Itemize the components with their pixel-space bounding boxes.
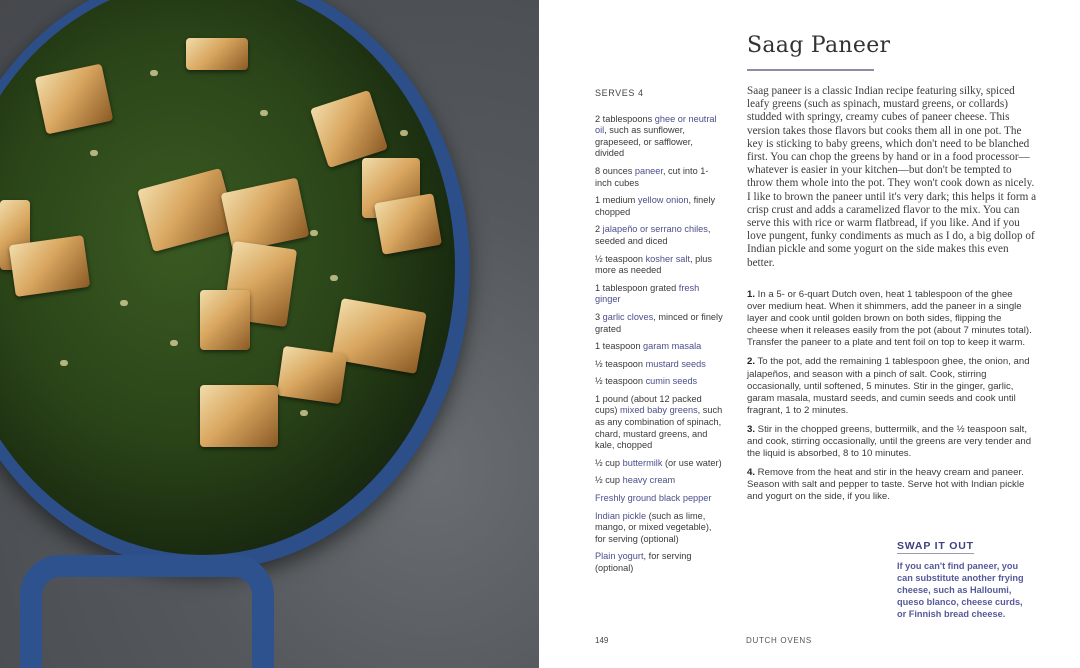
ingredient-name: kosher salt <box>645 253 691 264</box>
onion-piece <box>330 275 338 281</box>
onion-piece <box>400 130 408 136</box>
onion-piece <box>310 230 318 236</box>
onion-piece <box>170 340 178 346</box>
step-number: 3. <box>747 423 756 435</box>
paneer-cube <box>277 346 347 404</box>
swap-it-out-box <box>897 536 1027 620</box>
step-text: In a 5- or 6-quart Dutch oven, heat 1 tablespoon of the ghee over medium heat. When it shimmers, add the paneer in a single layer and cook until golden brown on both sides, flipping the cheese when it releases easily from the pot (about 7 minutes total). Transfer the paneer to a plate and tent foil on top to keep it warm. <box>747 289 1032 349</box>
ingredient-name: paneer <box>634 165 663 176</box>
serves-label: SERVES 4 <box>595 88 644 98</box>
ingredient-name: Indian pickle <box>595 510 647 521</box>
paneer-cube <box>374 193 442 255</box>
onion-piece <box>120 300 128 306</box>
step-number: 2. <box>747 356 756 368</box>
recipe-title: Saag Paneer <box>747 33 891 58</box>
recipe-page <box>539 0 1080 668</box>
swap-text: If you can't find paneer, you can substitute another frying cheese, such as Halloumi, queso blanco, cheese curds, or Finnish bread cheese. <box>897 561 1024 620</box>
ingredient-detail: 2 tablespoons <box>595 113 655 124</box>
ingredient-detail: 8 ounces <box>595 165 635 176</box>
ingredient-item <box>595 394 723 452</box>
ingredient-name: jalapeño or serrano chiles <box>602 224 708 235</box>
step-2 <box>747 356 1032 416</box>
pot-handle <box>20 555 274 668</box>
recipe-intro: Saag paneer is a classic Indian recipe featuring silky, spiced leafy greens (such as spinach, mustard greens, or collards) studded with springy, creamy cubes of paneer cheese. This version takes those flavors but cooks them all in one pot. The key is sticking to baby greens, which don't need to be blanched first. You can chop the greens by hand or in a food processor—whatever is easier in your kitchen—but don't be tempted to throw them whole into the pot. They won't cook down as nicely. I like to brown the paneer until it's very dark; this helps it form a crisp crust and adds a caramelized flavor to the mix. You can serve this with rice or warm flatbread, if you like. And if you love pungent, funky condiments as much as I do, a big dollop of Indian pickle and some yogurt on the side makes this even better. <box>747 85 1037 269</box>
ingredient-detail: , seeded and diced <box>595 224 711 246</box>
onion-piece <box>150 70 158 76</box>
ingredient-item <box>595 195 723 218</box>
ingredient-item <box>595 551 723 574</box>
step-number: 4. <box>747 467 756 479</box>
ingredient-detail: , such as any combination of spinach, chard, mustard greens, and kale, chopped <box>595 405 723 451</box>
ingredient-detail: ½ cup <box>595 457 623 468</box>
ingredient-item <box>595 341 723 353</box>
step-1 <box>747 289 1032 349</box>
ingredient-name: cumin seeds <box>645 376 698 387</box>
ingredient-name: Freshly ground black pepper <box>595 493 712 504</box>
step-text: To the pot, add the remaining 1 tablespoon ghee, the onion, and jalapeños, and season with a pinch of salt. Cook, stirring occasionally, until softened, 5 minutes. Stir in the ginger, garlic, garam masala, mustard seeds, and cumin seeds and cook until fragrant, 1 to 2 minutes. <box>747 356 1030 416</box>
method-steps <box>747 289 1032 511</box>
section-name: DUTCH OVENS <box>746 636 812 645</box>
ingredient-item <box>595 511 723 546</box>
ingredient-detail: , plus more as needed <box>595 253 712 276</box>
ingredient-detail: ½ teaspoon <box>595 253 646 264</box>
ingredient-item <box>595 114 723 160</box>
ingredient-item <box>595 458 723 470</box>
ingredient-item <box>595 166 723 189</box>
ingredient-detail: 1 medium <box>595 195 638 206</box>
ingredient-detail: (or use water) <box>662 457 722 468</box>
ingredient-item <box>595 224 723 247</box>
step-number: 1. <box>747 289 756 300</box>
ingredient-detail: 2 <box>595 224 603 235</box>
ingredient-name: garlic cloves <box>602 311 654 322</box>
ingredient-detail: , for serving (optional) <box>595 551 692 573</box>
ingredient-detail: ½ cup <box>595 475 623 486</box>
ingredient-name: heavy cream <box>622 475 676 486</box>
ingredient-item <box>595 312 723 335</box>
ingredient-detail: , finely chopped <box>595 195 716 217</box>
ingredient-name: mixed baby greens <box>620 405 698 416</box>
paneer-cube <box>200 290 250 350</box>
ingredient-name: garam masala <box>643 341 702 352</box>
title-underline <box>747 69 874 71</box>
onion-piece <box>60 360 68 366</box>
ingredient-list <box>595 88 723 581</box>
ingredient-detail: , cut into 1-inch cubes <box>595 165 709 188</box>
paneer-cube <box>200 385 278 447</box>
paneer-cube <box>9 235 91 297</box>
ingredient-item <box>595 475 723 487</box>
ingredient-detail: 1 teaspoon <box>595 341 644 352</box>
ingredient-name: buttermilk <box>622 457 663 468</box>
swap-heading: SWAP IT OUT <box>897 540 974 552</box>
ingredient-name: Plain yogurt <box>595 551 644 562</box>
ingredient-item <box>595 376 723 388</box>
ingredient-name: fresh ginger <box>595 282 700 305</box>
ingredient-detail: ½ teaspoon <box>595 376 646 387</box>
ingredient-item <box>595 283 723 306</box>
ingredient-detail: 1 tablespoon grated <box>595 282 679 293</box>
step-4 <box>747 467 1032 503</box>
paneer-cube <box>186 38 248 70</box>
ingredient-item <box>595 254 723 277</box>
ingredient-name: ghee or neutral oil <box>595 113 717 136</box>
ingredient-name: mustard seeds <box>645 358 706 369</box>
ingredient-name: yellow onion <box>637 195 689 206</box>
onion-piece <box>300 410 308 416</box>
ingredient-item <box>595 359 723 371</box>
ingredient-detail: , such as sunflower, grapeseed, or safflower, divided <box>595 125 693 159</box>
onion-piece <box>260 110 268 116</box>
step-text: Remove from the heat and stir in the heavy cream and paneer. Season with salt and pepper to taste. Serve hot with Indian pickle and yogurt on the side, if you like. <box>747 467 1025 503</box>
ingredient-detail: ½ teaspoon <box>595 358 646 369</box>
ingredient-detail: 3 <box>595 311 603 322</box>
ingredient-detail: (such as lime, mango, or mixed vegetable), for serving (optional) <box>595 510 712 544</box>
recipe-photo <box>0 0 539 668</box>
ingredient-detail: , minced or finely grated <box>595 311 723 334</box>
step-3 <box>747 424 1032 460</box>
onion-piece <box>90 150 98 156</box>
step-text: Stir in the chopped greens, buttermilk, and the ½ teaspoon salt, and cook, stirring occasionally, until the greens are very tender and the liquid is absorbed, 8 to 10 minutes. <box>747 423 1032 460</box>
page-number: 149 <box>595 636 609 645</box>
ingredient-item <box>595 493 723 505</box>
ingredient-detail: 1 pound (about 12 packed cups) <box>595 393 702 416</box>
